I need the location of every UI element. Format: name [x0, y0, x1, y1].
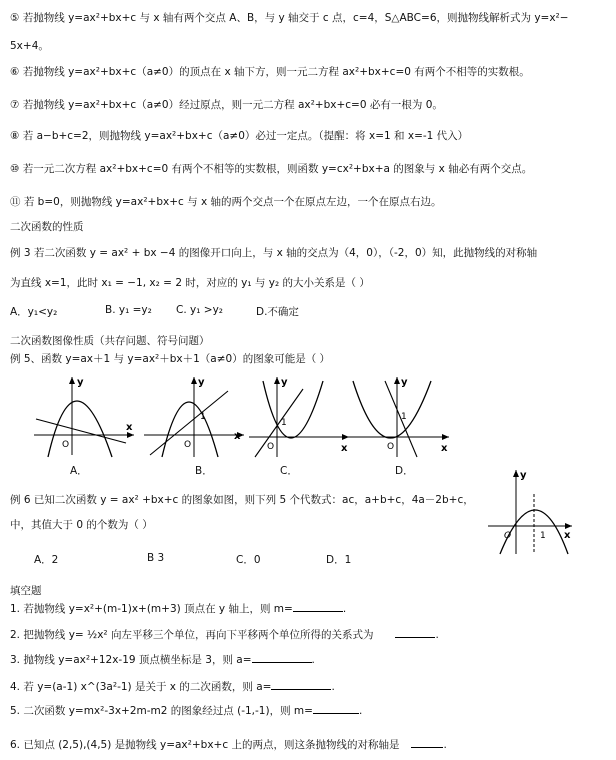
fill-5-text: 5. 二次函数 y=mx²-3x+2m-m2 的图象经过点 (-1,-1)，则 m= — [10, 705, 313, 717]
fill-6-text: 6. 已知点 (2,5),(4,5) 是抛物线 y=ax²+bx+c 上的两点，则这条抛物线的对称轴是 — [10, 739, 400, 751]
origin-label: O — [62, 440, 70, 450]
fill-2-text: 2. 把抛物线 y= ½x² 向左平移三个单位，再向下平移两个单位所得的关系式为 — [10, 629, 374, 641]
graph-d — [345, 375, 455, 460]
ex6-option-b: B 3 — [147, 552, 165, 564]
fill-6-blank[interactable] — [411, 747, 443, 748]
origin-label: O — [387, 442, 395, 452]
axis-y-label: y — [401, 377, 408, 388]
fill-2: 2. 把抛物线 y= ½x² 向左平移三个单位，再向下平移两个单位所得的关系式为 . — [10, 629, 439, 641]
item-5-line1: ⑤ 若抛物线 y=ax²+bx+c 与 x 轴有两个交点 A、B，与 y 轴交于 c 点，c=4，S△ABC=6，则抛物线解析式为 y=x²− — [10, 12, 569, 24]
graph-label-b: B． — [195, 465, 213, 477]
axis-y-label: y — [281, 377, 288, 388]
graph-label-c: C． — [280, 465, 298, 477]
origin-label: O — [184, 440, 192, 450]
fill-4: 4. 若 y=(a-1) x^(3a²-1) 是关于 x 的二次函数，则 a= . — [10, 681, 335, 693]
item-10: ⑩ 若一元二次方程 ax²+bx+c=0 有两个不相等的实数根，则函数 y=cx²+bx+a 的图象与 x 轴必有两个交点。 — [10, 163, 533, 175]
item-8: ⑧ 若 a−b+c=2，则抛物线 y=ax²+bx+c（a≠0）必过一定点。（提醒：将 x=1 和 x=-1 代入） — [10, 130, 469, 142]
ex3-option-c: C. y₁ >y₂ — [176, 304, 223, 316]
fill-1-text: 1. 若抛物线 y=x²+(m-1)x+(m+3) 顶点在 y 轴上，则 m= — [10, 603, 293, 615]
ex3-option-d: D.不确定 — [256, 306, 299, 318]
intercept-label: 1 — [401, 412, 407, 422]
origin-label: O — [504, 531, 512, 541]
fill-2-blank[interactable] — [395, 637, 435, 638]
fill-6: 6. 已知点 (2,5),(4,5) 是抛物线 y=ax²+bx+c 上的两点，则这条抛物线的对称轴是 . — [10, 739, 447, 751]
example-6-line1: 例 6 已知二次函数 y = ax² +bx+c 的图象如图，则下列 5 个代数式：ac，a+b+c，4a－2b+c， — [10, 494, 474, 506]
tick-one-label: 1 — [540, 531, 546, 541]
fill-1-blank[interactable] — [293, 611, 343, 612]
graph-example-6 — [484, 466, 574, 556]
section-title-properties: 二次函数的性质 — [10, 221, 84, 233]
ex3-option-a: A．y₁<y₂ — [10, 306, 58, 318]
axis-x-label: x — [564, 530, 571, 541]
fill-5: 5. 二次函数 y=mx²-3x+2m-m2 的图象经过点 (-1,-1)，则 m= . — [10, 705, 363, 717]
axis-y-label: y — [77, 377, 84, 388]
fill-1: 1. 若抛物线 y=x²+(m-1)x+(m+3) 顶点在 y 轴上，则 m= . — [10, 603, 347, 615]
example-6-line2: 中，其值大于 0 的个数为（ ） — [10, 519, 153, 531]
axis-x-label: x — [234, 431, 241, 442]
fill-4-text: 4. 若 y=(a-1) x^(3a²-1) 是关于 x 的二次函数，则 a= — [10, 681, 272, 693]
graph-a — [30, 375, 140, 460]
ex6-option-a: A．2 — [34, 554, 59, 566]
item-11: ⑪ 若 b=0，则抛物线 y=ax²+bx+c 与 x 轴的两个交点一个在原点左边，一个在原点右边。 — [10, 196, 442, 208]
graph-label-a: A． — [70, 465, 88, 477]
example-3-line1: 例 3 若二次函数 y = ax² + bx −4 的图像开口向上，与 x 轴的交点为（4，0），（-2，0）知，此抛物线的对称轴 — [10, 247, 538, 259]
graph-label-d: D． — [395, 465, 414, 477]
fill-3: 3. 抛物线 y=ax²+12x-19 顶点横坐标是 3，则 a= . — [10, 654, 315, 666]
fill-4-blank[interactable] — [271, 689, 331, 690]
example-3-line2: 为直线 x=1，此时 x₁ = −1, x₂ = 2 时，对应的 y₁ 与 y₂ 的大小关系是（ ） — [10, 277, 370, 289]
fill-3-blank[interactable] — [252, 662, 312, 663]
section-title-graph: 二次函数图像性质（共存问题、符号问题） — [10, 335, 210, 347]
item-6: ⑥ 若抛物线 y=ax²+bx+c（a≠0）的顶点在 x 轴下方，则一元二方程 ax²+bx+c=0 有两个不相等的实数根。 — [10, 66, 530, 78]
axis-x-label: x — [126, 422, 133, 433]
item-7: ⑦ 若抛物线 y=ax²+bx+c（a≠0）经过原点，则一元二方程 ax²+bx+c=0 必有一根为 0。 — [10, 99, 443, 111]
ex6-option-c: C．0 — [236, 554, 261, 566]
intercept-label: 1 — [281, 418, 287, 428]
example-5: 例 5、函数 y=ax＋1 与 y=ax²＋bx＋1（a≠0）的图象可能是（ ） — [10, 353, 331, 365]
ex6-option-d: D．1 — [326, 554, 352, 566]
origin-label: O — [267, 442, 275, 452]
axis-y-label: y — [198, 377, 205, 388]
axis-y-label: y — [520, 470, 527, 481]
axis-x-label: x — [441, 443, 448, 454]
fill-5-blank[interactable] — [313, 713, 359, 714]
section-title-fill-blank: 填空题 — [10, 585, 42, 597]
graph-b — [140, 375, 250, 460]
intercept-label: 1 — [200, 412, 206, 422]
ex3-option-b: B. y₁ =y₂ — [105, 304, 152, 316]
item-5-line2: 5x+4。 — [10, 40, 49, 52]
graph-c — [245, 375, 355, 460]
fill-3-text: 3. 抛物线 y=ax²+12x-19 顶点横坐标是 3，则 a= — [10, 654, 252, 666]
axis-x-label: x — [341, 443, 348, 454]
